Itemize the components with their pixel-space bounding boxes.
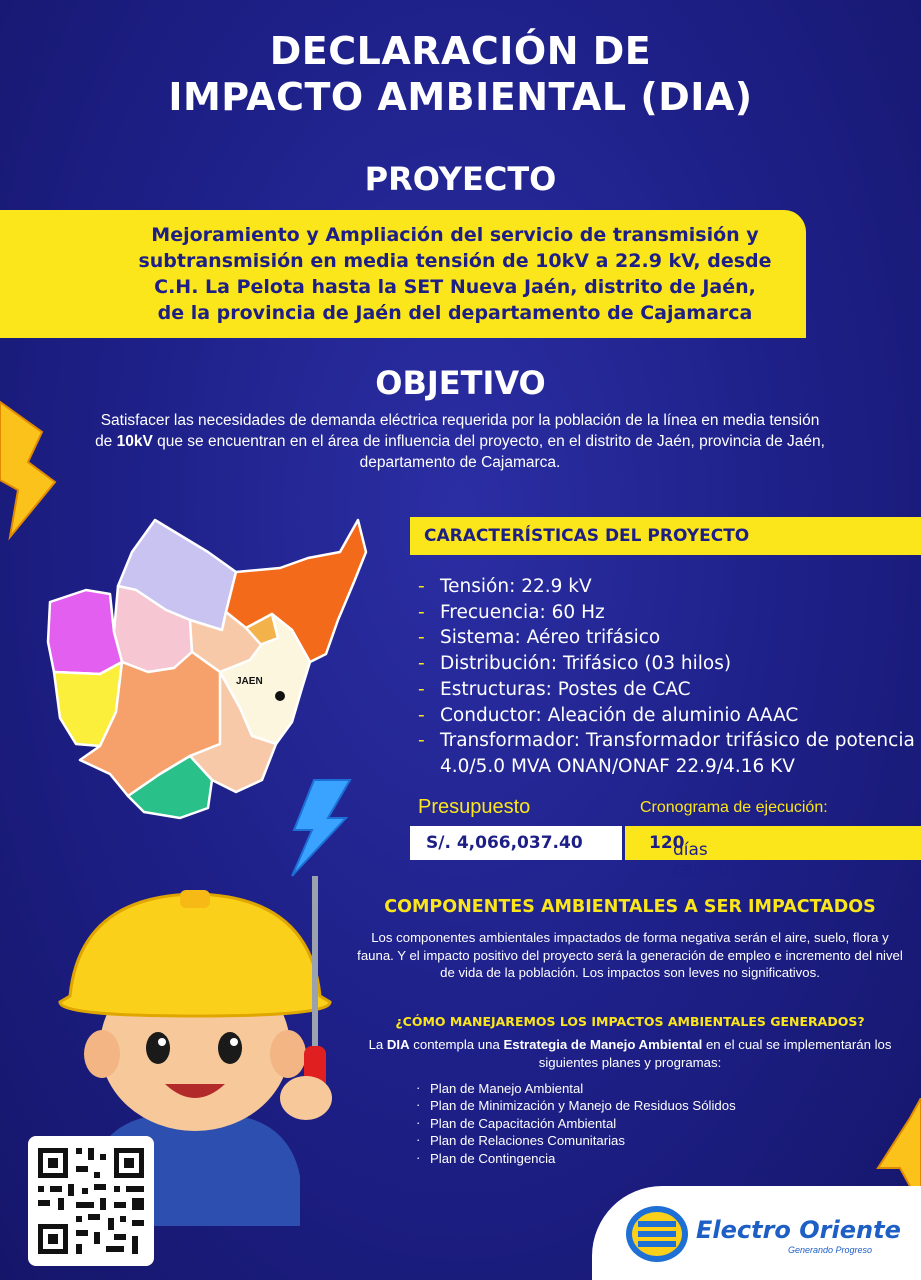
caracteristica-item (418, 677, 918, 703)
presupuesto-label: Presupuesto (418, 796, 531, 818)
caracteristica-text: Frecuencia: 60 Hz (440, 601, 605, 623)
list-dash: - (418, 576, 425, 597)
presupuesto-box (410, 826, 622, 860)
logo-panel (592, 1186, 921, 1280)
proyecto-line-2: subtransmisión en media tensión de 10kV a 22.9 kV, desde (138, 250, 772, 272)
objetivo-text-part2: que se encuentran en el área de influencia del proyecto, en el distrito de Jaén, provincia de Jaén, departamento de Cajamarca. (152, 433, 825, 471)
proyecto-line-1: Mejoramiento y Ampliación del servicio de transmisión y (151, 224, 759, 246)
mascot-eye-left (146, 1032, 170, 1064)
hard-hat-icon (60, 894, 330, 1016)
manejo-text-part3: en el cual se implementarán los siguientes planes y programas: (538, 1037, 892, 1070)
brand-name: Electro Oriente (696, 1216, 901, 1244)
cronograma-label: Cronograma de ejecución: (640, 799, 828, 816)
qr-code[interactable] (28, 1136, 154, 1266)
list-dash: - (418, 678, 425, 700)
componentes-heading: COMPONENTES AMBIENTALES A SER IMPACTADOS (384, 897, 876, 917)
proyecto-description (110, 222, 800, 326)
electro-oriente-logo-icon (624, 1204, 690, 1264)
map-district-magenta (48, 590, 122, 674)
brand-tagline: Generando Progreso (788, 1245, 873, 1255)
objetivo-text-bold: 10kV (116, 433, 153, 450)
caracteristica-item (418, 728, 918, 779)
objetivo-text (90, 410, 830, 473)
cronograma-box (625, 826, 921, 880)
caracteristicas-heading: CARACTERÍSTICAS DEL PROYECTO (424, 526, 750, 546)
caracteristicas-list (418, 574, 918, 780)
cronograma-days: 120 (649, 833, 685, 853)
proyecto-line-4: de la provincia de Jaén del departamento de Cajamarca (157, 302, 753, 324)
proyecto-heading: PROYECTO (364, 160, 557, 198)
caracteristica-item (418, 574, 918, 600)
screwdriver-icon (312, 876, 318, 1056)
manejo-text-part1: La (368, 1037, 387, 1052)
manejo-text-bold2: Estrategia de Manejo Ambiental (503, 1037, 703, 1052)
caracteristica-item (418, 703, 918, 729)
caracteristica-item (418, 625, 918, 651)
mascot-hand (280, 1076, 332, 1120)
list-dash: - (418, 653, 425, 675)
manejo-text (352, 1036, 908, 1071)
caracteristica-text: Conductor: Aleación de aluminio AAAC (440, 704, 799, 726)
plans-list (414, 1080, 736, 1167)
manejo-heading: ¿CÓMO MANEJAREMOS LOS IMPACTOS AMBIENTALES GENERADOS? (395, 1014, 865, 1029)
mascot-eye-right (218, 1032, 242, 1064)
caracteristica-text: Transformador: Transformador trifásico de potencia 4.0/5.0 MVA ONAN/ONAF 22.9/4.16 KV (440, 730, 915, 777)
caracteristica-item (418, 600, 918, 626)
caracteristica-text: Sistema: Aéreo trifásico (440, 627, 661, 649)
cajamarca-map (40, 512, 380, 830)
list-dash: - (418, 704, 425, 726)
list-dash: - (418, 601, 425, 623)
objetivo-heading: OBJETIVO (375, 364, 546, 402)
plan-item: · Plan de Minimización y Manejo de Residuos Sólidos (414, 1097, 736, 1114)
cronograma-value (649, 833, 771, 880)
plan-item: · Plan de Relaciones Comunitarias (414, 1132, 736, 1149)
qr-code-icon (28, 1136, 154, 1266)
title-line-2: IMPACTO AMBIENTAL (DIA) (168, 75, 753, 119)
hard-hat-ridge (180, 890, 210, 908)
list-dash: - (418, 730, 425, 752)
cronograma-unit: días calendarios (673, 840, 771, 880)
caracteristicas-header (410, 517, 921, 555)
plan-item: · Plan de Capacitación Ambiental (414, 1115, 736, 1132)
plan-item: · Plan de Manejo Ambiental (414, 1080, 736, 1097)
proyecto-line-3: C.H. La Pelota hasta la SET Nueva Jaén, distrito de Jaén, (154, 276, 756, 298)
plan-item: · Plan de Contingencia (414, 1150, 736, 1167)
manejo-text-part2: contempla una (409, 1037, 504, 1052)
page-title (0, 28, 921, 120)
caracteristica-text: Tensión: 22.9 kV (440, 576, 592, 597)
caracteristica-text: Distribución: Trifásico (03 hilos) (440, 653, 732, 675)
mascot-ear-left (84, 1030, 120, 1078)
componentes-text: Los componentes ambientales impactados de forma negativa serán el aire, suelo, flora y fauna. Y el impacto positivo del proyecto será la generación de empleo e incremento del nivel de vida de la población. Los impactos son leves no significativos. (357, 930, 903, 980)
mascot-ear-right (270, 1030, 306, 1078)
caracteristica-text: Estructuras: Postes de CAC (440, 678, 691, 700)
title-line-1: DECLARACIÓN DE (269, 29, 652, 73)
list-dash: - (418, 627, 425, 649)
presupuesto-value: S/. 4,066,037.40 (426, 833, 583, 853)
jaen-city-marker (275, 691, 285, 701)
manejo-text-bold1: DIA (386, 1037, 410, 1052)
jaen-city-label: JAEN (236, 676, 263, 687)
objetivo-text-part1: Satisfacer las necesidades de demanda eléctrica requerida por la población de la línea en media tensión de (95, 412, 820, 450)
caracteristica-item (418, 651, 918, 677)
